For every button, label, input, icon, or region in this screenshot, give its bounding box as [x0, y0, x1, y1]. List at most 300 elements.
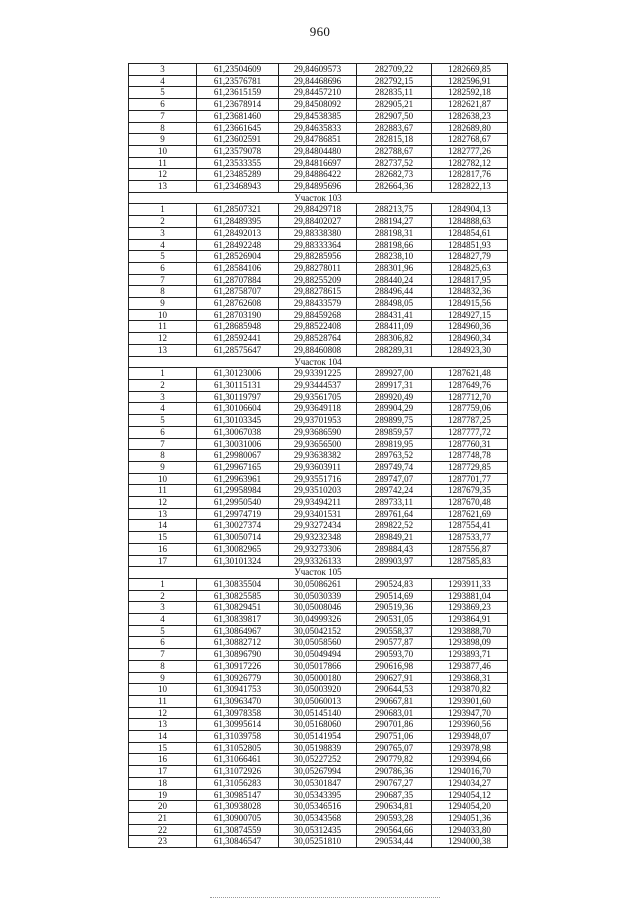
point-number-cell: 7: [129, 438, 197, 450]
table-row: [129, 216, 508, 228]
y-coordinate-cell: 1284854,61: [432, 227, 508, 239]
latitude-cell: 61,30963470: [197, 695, 279, 707]
y-coordinate-cell: 1293960,56: [432, 719, 508, 731]
longitude-cell: 29,93510203: [279, 485, 357, 497]
x-coordinate-cell: 290634,81: [357, 801, 432, 813]
y-coordinate-cell: 1282638,23: [432, 110, 508, 122]
table-row: [129, 286, 508, 298]
longitude-cell: 29,93701953: [279, 415, 357, 427]
x-coordinate-cell: 290687,35: [357, 789, 432, 801]
point-number-cell: 16: [129, 754, 197, 766]
y-coordinate-cell: 1287621,48: [432, 368, 508, 380]
latitude-cell: 61,31039758: [197, 731, 279, 743]
latitude-cell: 61,28707884: [197, 274, 279, 286]
y-coordinate-cell: 1293869,23: [432, 602, 508, 614]
latitude-cell: 61,28575647: [197, 344, 279, 356]
point-number-cell: 3: [129, 227, 197, 239]
latitude-cell: 61,30103345: [197, 415, 279, 427]
y-coordinate-cell: 1287760,31: [432, 438, 508, 450]
y-coordinate-cell: 1284825,63: [432, 262, 508, 274]
x-coordinate-cell: 289927,00: [357, 368, 432, 380]
point-number-cell: 8: [129, 450, 197, 462]
longitude-cell: 29,84886422: [279, 169, 357, 181]
point-number-cell: 3: [129, 64, 197, 76]
latitude-cell: 61,28492013: [197, 227, 279, 239]
y-coordinate-cell: 1293881,04: [432, 590, 508, 602]
table-row: [129, 239, 508, 251]
y-coordinate-cell: 1282592,18: [432, 87, 508, 99]
x-coordinate-cell: 282709,22: [357, 64, 432, 76]
point-number-cell: 6: [129, 637, 197, 649]
point-number-cell: 2: [129, 216, 197, 228]
latitude-cell: 61,23681460: [197, 110, 279, 122]
longitude-cell: 30,05049494: [279, 649, 357, 661]
latitude-cell: 61,28526904: [197, 251, 279, 263]
point-number-cell: 22: [129, 824, 197, 836]
y-coordinate-cell: 1287787,25: [432, 415, 508, 427]
longitude-cell: 29,93656500: [279, 438, 357, 450]
x-coordinate-cell: 290593,70: [357, 649, 432, 661]
longitude-cell: 30,05086261: [279, 578, 357, 590]
y-coordinate-cell: 1293948,07: [432, 731, 508, 743]
table-row: [129, 707, 508, 719]
table-row: [129, 181, 508, 193]
point-number-cell: 4: [129, 403, 197, 415]
longitude-cell: 29,93603911: [279, 461, 357, 473]
latitude-cell: 61,28489395: [197, 216, 279, 228]
point-number-cell: 14: [129, 520, 197, 532]
y-coordinate-cell: 1282777,26: [432, 145, 508, 157]
x-coordinate-cell: 288289,31: [357, 344, 432, 356]
latitude-cell: 61,31052805: [197, 742, 279, 754]
y-coordinate-cell: 1293947,70: [432, 707, 508, 719]
latitude-cell: 61,29950540: [197, 497, 279, 509]
table-row: [129, 520, 508, 532]
latitude-cell: 61,30941753: [197, 684, 279, 696]
latitude-cell: 61,30917226: [197, 660, 279, 672]
section-header-row: [129, 356, 508, 368]
table-row: [129, 110, 508, 122]
section-header-row: [129, 567, 508, 579]
y-coordinate-cell: 1293898,09: [432, 637, 508, 649]
y-coordinate-cell: 1284888,63: [432, 216, 508, 228]
x-coordinate-cell: 288198,31: [357, 227, 432, 239]
latitude-cell: 61,30846547: [197, 836, 279, 848]
longitude-cell: 29,93326133: [279, 555, 357, 567]
latitude-cell: 61,29963961: [197, 473, 279, 485]
x-coordinate-cell: 289903,97: [357, 555, 432, 567]
y-coordinate-cell: 1293864,91: [432, 614, 508, 626]
latitude-cell: 61,23504609: [197, 64, 279, 76]
table-row: [129, 75, 508, 87]
y-coordinate-cell: 1287670,48: [432, 497, 508, 509]
longitude-cell: 29,93686590: [279, 426, 357, 438]
table-row: [129, 251, 508, 263]
latitude-cell: 61,28762608: [197, 298, 279, 310]
point-number-cell: 17: [129, 555, 197, 567]
x-coordinate-cell: 290616,98: [357, 660, 432, 672]
x-coordinate-cell: 288306,82: [357, 333, 432, 345]
latitude-cell: 61,30882712: [197, 637, 279, 649]
y-coordinate-cell: 1287585,83: [432, 555, 508, 567]
latitude-cell: 61,31066461: [197, 754, 279, 766]
longitude-cell: 30,04999326: [279, 614, 357, 626]
x-coordinate-cell: 290779,82: [357, 754, 432, 766]
latitude-cell: 61,30106604: [197, 403, 279, 415]
point-number-cell: 7: [129, 274, 197, 286]
y-coordinate-cell: 1284817,95: [432, 274, 508, 286]
longitude-cell: 29,84468696: [279, 75, 357, 87]
latitude-cell: 61,23661645: [197, 122, 279, 134]
point-number-cell: 10: [129, 309, 197, 321]
latitude-cell: 61,23468943: [197, 181, 279, 193]
section-title: Участок 103: [129, 192, 508, 204]
latitude-cell: 61,30839817: [197, 614, 279, 626]
point-number-cell: 23: [129, 836, 197, 848]
longitude-cell: 29,93649118: [279, 403, 357, 415]
longitude-cell: 29,93638382: [279, 450, 357, 462]
x-coordinate-cell: 282815,18: [357, 134, 432, 146]
point-number-cell: 10: [129, 473, 197, 485]
table-row: [129, 766, 508, 778]
latitude-cell: 61,28592441: [197, 333, 279, 345]
x-coordinate-cell: 290644,53: [357, 684, 432, 696]
y-coordinate-cell: 1294054,12: [432, 789, 508, 801]
x-coordinate-cell: 290558,37: [357, 625, 432, 637]
y-coordinate-cell: 1284827,79: [432, 251, 508, 263]
x-coordinate-cell: 288498,05: [357, 298, 432, 310]
x-coordinate-cell: 290514,69: [357, 590, 432, 602]
table-row: [129, 731, 508, 743]
x-coordinate-cell: 288301,96: [357, 262, 432, 274]
longitude-cell: 30,05030339: [279, 590, 357, 602]
table-row: [129, 426, 508, 438]
y-coordinate-cell: 1294054,20: [432, 801, 508, 813]
x-coordinate-cell: 289761,64: [357, 508, 432, 520]
y-coordinate-cell: 1284923,30: [432, 344, 508, 356]
longitude-cell: 29,88433579: [279, 298, 357, 310]
section-title: Участок 104: [129, 356, 508, 368]
table-row: [129, 122, 508, 134]
x-coordinate-cell: 289884,43: [357, 543, 432, 555]
point-number-cell: 13: [129, 344, 197, 356]
point-number-cell: 6: [129, 426, 197, 438]
x-coordinate-cell: 290767,27: [357, 777, 432, 789]
point-number-cell: 5: [129, 625, 197, 637]
point-number-cell: 9: [129, 134, 197, 146]
longitude-cell: 30,05168060: [279, 719, 357, 731]
table-row: [129, 695, 508, 707]
x-coordinate-cell: 289822,52: [357, 520, 432, 532]
y-coordinate-cell: 1287759,06: [432, 403, 508, 415]
coordinates-table: [128, 63, 508, 848]
longitude-cell: 30,05000180: [279, 672, 357, 684]
x-coordinate-cell: 288411,09: [357, 321, 432, 333]
table-row: [129, 134, 508, 146]
coordinates-table-body: [129, 64, 508, 848]
x-coordinate-cell: 288440,24: [357, 274, 432, 286]
point-number-cell: 6: [129, 99, 197, 111]
point-number-cell: 7: [129, 110, 197, 122]
table-row: [129, 391, 508, 403]
latitude-cell: 61,23579078: [197, 145, 279, 157]
x-coordinate-cell: 290577,87: [357, 637, 432, 649]
table-row: [129, 578, 508, 590]
x-coordinate-cell: 282682,73: [357, 169, 432, 181]
latitude-cell: 61,31072926: [197, 766, 279, 778]
longitude-cell: 30,05145140: [279, 707, 357, 719]
latitude-cell: 61,30027374: [197, 520, 279, 532]
x-coordinate-cell: 290519,36: [357, 602, 432, 614]
x-coordinate-cell: 289763,52: [357, 450, 432, 462]
y-coordinate-cell: 1293978,98: [432, 742, 508, 754]
table-row: [129, 590, 508, 602]
page-number: 960: [309, 24, 331, 39]
y-coordinate-cell: 1287777,72: [432, 426, 508, 438]
y-coordinate-cell: 1293911,33: [432, 578, 508, 590]
x-coordinate-cell: 289819,95: [357, 438, 432, 450]
latitude-cell: 61,28758707: [197, 286, 279, 298]
x-coordinate-cell: 288194,27: [357, 216, 432, 228]
point-number-cell: 12: [129, 169, 197, 181]
y-coordinate-cell: 1294033,80: [432, 824, 508, 836]
table-row: [129, 508, 508, 520]
y-coordinate-cell: 1287649,76: [432, 379, 508, 391]
section-header-row: [129, 192, 508, 204]
table-row: [129, 497, 508, 509]
table-row: [129, 298, 508, 310]
table-row: [129, 660, 508, 672]
latitude-cell: 61,28685948: [197, 321, 279, 333]
latitude-cell: 61,30995614: [197, 719, 279, 731]
table-row: [129, 274, 508, 286]
longitude-cell: 30,05198839: [279, 742, 357, 754]
y-coordinate-cell: 1293888,70: [432, 625, 508, 637]
point-number-cell: 5: [129, 87, 197, 99]
x-coordinate-cell: 282907,50: [357, 110, 432, 122]
table-row: [129, 403, 508, 415]
x-coordinate-cell: 290667,81: [357, 695, 432, 707]
longitude-cell: 30,05058560: [279, 637, 357, 649]
table-row: [129, 801, 508, 813]
x-coordinate-cell: 282664,36: [357, 181, 432, 193]
point-number-cell: 21: [129, 813, 197, 825]
x-coordinate-cell: 290534,44: [357, 836, 432, 848]
table-row: [129, 99, 508, 111]
x-coordinate-cell: 290701,86: [357, 719, 432, 731]
point-number-cell: 13: [129, 719, 197, 731]
table-row: [129, 309, 508, 321]
longitude-cell: 29,93561705: [279, 391, 357, 403]
latitude-cell: 61,30835504: [197, 578, 279, 590]
point-number-cell: 8: [129, 122, 197, 134]
longitude-cell: 29,88402027: [279, 216, 357, 228]
longitude-cell: 29,84816697: [279, 157, 357, 169]
longitude-cell: 29,88255209: [279, 274, 357, 286]
y-coordinate-cell: 1282768,67: [432, 134, 508, 146]
longitude-cell: 29,88460808: [279, 344, 357, 356]
point-number-cell: 10: [129, 684, 197, 696]
table-row: [129, 824, 508, 836]
longitude-cell: 29,93273306: [279, 543, 357, 555]
point-number-cell: 16: [129, 543, 197, 555]
longitude-cell: 30,05141954: [279, 731, 357, 743]
y-coordinate-cell: 1282822,13: [432, 181, 508, 193]
point-number-cell: 9: [129, 461, 197, 473]
longitude-cell: 29,93494211: [279, 497, 357, 509]
table-row: [129, 450, 508, 462]
table-row: [129, 813, 508, 825]
y-coordinate-cell: 1294000,38: [432, 836, 508, 848]
point-number-cell: 12: [129, 707, 197, 719]
point-number-cell: 1: [129, 204, 197, 216]
point-number-cell: 13: [129, 508, 197, 520]
latitude-cell: 61,31056283: [197, 777, 279, 789]
point-number-cell: 11: [129, 695, 197, 707]
y-coordinate-cell: 1287621,69: [432, 508, 508, 520]
y-coordinate-cell: 1287533,77: [432, 532, 508, 544]
point-number-cell: 5: [129, 251, 197, 263]
latitude-cell: 61,28584106: [197, 262, 279, 274]
latitude-cell: 61,28492248: [197, 239, 279, 251]
table-row: [129, 145, 508, 157]
longitude-cell: 29,88278615: [279, 286, 357, 298]
x-coordinate-cell: 290531,05: [357, 614, 432, 626]
x-coordinate-cell: 289859,57: [357, 426, 432, 438]
y-coordinate-cell: 1293870,82: [432, 684, 508, 696]
y-coordinate-cell: 1282817,76: [432, 169, 508, 181]
y-coordinate-cell: 1287554,41: [432, 520, 508, 532]
x-coordinate-cell: 290524,83: [357, 578, 432, 590]
y-coordinate-cell: 1294016,70: [432, 766, 508, 778]
y-coordinate-cell: 1287556,87: [432, 543, 508, 555]
x-coordinate-cell: 289899,75: [357, 415, 432, 427]
point-number-cell: 5: [129, 415, 197, 427]
y-coordinate-cell: 1293868,31: [432, 672, 508, 684]
longitude-cell: 29,84895696: [279, 181, 357, 193]
x-coordinate-cell: 289849,21: [357, 532, 432, 544]
table-row: [129, 333, 508, 345]
latitude-cell: 61,30938028: [197, 801, 279, 813]
x-coordinate-cell: 282883,67: [357, 122, 432, 134]
y-coordinate-cell: 1293893,71: [432, 649, 508, 661]
y-coordinate-cell: 1287679,35: [432, 485, 508, 497]
x-coordinate-cell: 288496,44: [357, 286, 432, 298]
x-coordinate-cell: 288213,75: [357, 204, 432, 216]
table-row: [129, 672, 508, 684]
longitude-cell: 30,05251810: [279, 836, 357, 848]
point-number-cell: 20: [129, 801, 197, 813]
latitude-cell: 61,30829451: [197, 602, 279, 614]
x-coordinate-cell: 290593,28: [357, 813, 432, 825]
latitude-cell: 61,23576781: [197, 75, 279, 87]
latitude-cell: 61,30985147: [197, 789, 279, 801]
table-row: [129, 614, 508, 626]
table-row: [129, 649, 508, 661]
table-row: [129, 64, 508, 76]
latitude-cell: 61,30082965: [197, 543, 279, 555]
table-row: [129, 379, 508, 391]
point-number-cell: 8: [129, 660, 197, 672]
longitude-cell: 30,05312435: [279, 824, 357, 836]
table-row: [129, 625, 508, 637]
longitude-cell: 29,84609573: [279, 64, 357, 76]
y-coordinate-cell: 1282596,91: [432, 75, 508, 87]
x-coordinate-cell: 290683,01: [357, 707, 432, 719]
point-number-cell: 4: [129, 75, 197, 87]
y-coordinate-cell: 1287701,77: [432, 473, 508, 485]
point-number-cell: 9: [129, 672, 197, 684]
x-coordinate-cell: 290751,06: [357, 731, 432, 743]
longitude-cell: 29,88338380: [279, 227, 357, 239]
x-coordinate-cell: 290627,91: [357, 672, 432, 684]
table-row: [129, 543, 508, 555]
x-coordinate-cell: 290765,07: [357, 742, 432, 754]
longitude-cell: 30,05346516: [279, 801, 357, 813]
longitude-cell: 29,88285956: [279, 251, 357, 263]
longitude-cell: 30,05267994: [279, 766, 357, 778]
longitude-cell: 29,93272434: [279, 520, 357, 532]
latitude-cell: 61,30874559: [197, 824, 279, 836]
x-coordinate-cell: 289749,74: [357, 461, 432, 473]
y-coordinate-cell: 1282689,80: [432, 122, 508, 134]
longitude-cell: 29,88522408: [279, 321, 357, 333]
point-number-cell: 10: [129, 145, 197, 157]
point-number-cell: 9: [129, 298, 197, 310]
y-coordinate-cell: 1293877,46: [432, 660, 508, 672]
latitude-cell: 61,30926779: [197, 672, 279, 684]
point-number-cell: 15: [129, 532, 197, 544]
point-number-cell: 12: [129, 333, 197, 345]
longitude-cell: 29,84804480: [279, 145, 357, 157]
point-number-cell: 15: [129, 742, 197, 754]
longitude-cell: 29,93401531: [279, 508, 357, 520]
table-row: [129, 684, 508, 696]
point-number-cell: 13: [129, 181, 197, 193]
longitude-cell: 29,84457210: [279, 87, 357, 99]
latitude-cell: 61,30119797: [197, 391, 279, 403]
latitude-cell: 61,30101324: [197, 555, 279, 567]
y-coordinate-cell: 1287748,78: [432, 450, 508, 462]
table-row: [129, 87, 508, 99]
y-coordinate-cell: 1284904,13: [432, 204, 508, 216]
table-row: [129, 438, 508, 450]
table-row: [129, 719, 508, 731]
point-number-cell: 4: [129, 614, 197, 626]
point-number-cell: 7: [129, 649, 197, 661]
table-row: [129, 368, 508, 380]
point-number-cell: 17: [129, 766, 197, 778]
y-coordinate-cell: 1282669,85: [432, 64, 508, 76]
table-row: [129, 555, 508, 567]
point-number-cell: 19: [129, 789, 197, 801]
longitude-cell: 29,93391225: [279, 368, 357, 380]
latitude-cell: 61,23485289: [197, 169, 279, 181]
y-coordinate-cell: 1287729,85: [432, 461, 508, 473]
latitude-cell: 61,29958984: [197, 485, 279, 497]
y-coordinate-cell: 1294034,27: [432, 777, 508, 789]
longitude-cell: 29,88333364: [279, 239, 357, 251]
point-number-cell: 4: [129, 239, 197, 251]
x-coordinate-cell: 288198,66: [357, 239, 432, 251]
table-row: [129, 262, 508, 274]
latitude-cell: 61,28703190: [197, 309, 279, 321]
longitude-cell: 30,05042152: [279, 625, 357, 637]
longitude-cell: 30,05227252: [279, 754, 357, 766]
table-row: [129, 754, 508, 766]
x-coordinate-cell: 282788,67: [357, 145, 432, 157]
point-number-cell: 1: [129, 368, 197, 380]
